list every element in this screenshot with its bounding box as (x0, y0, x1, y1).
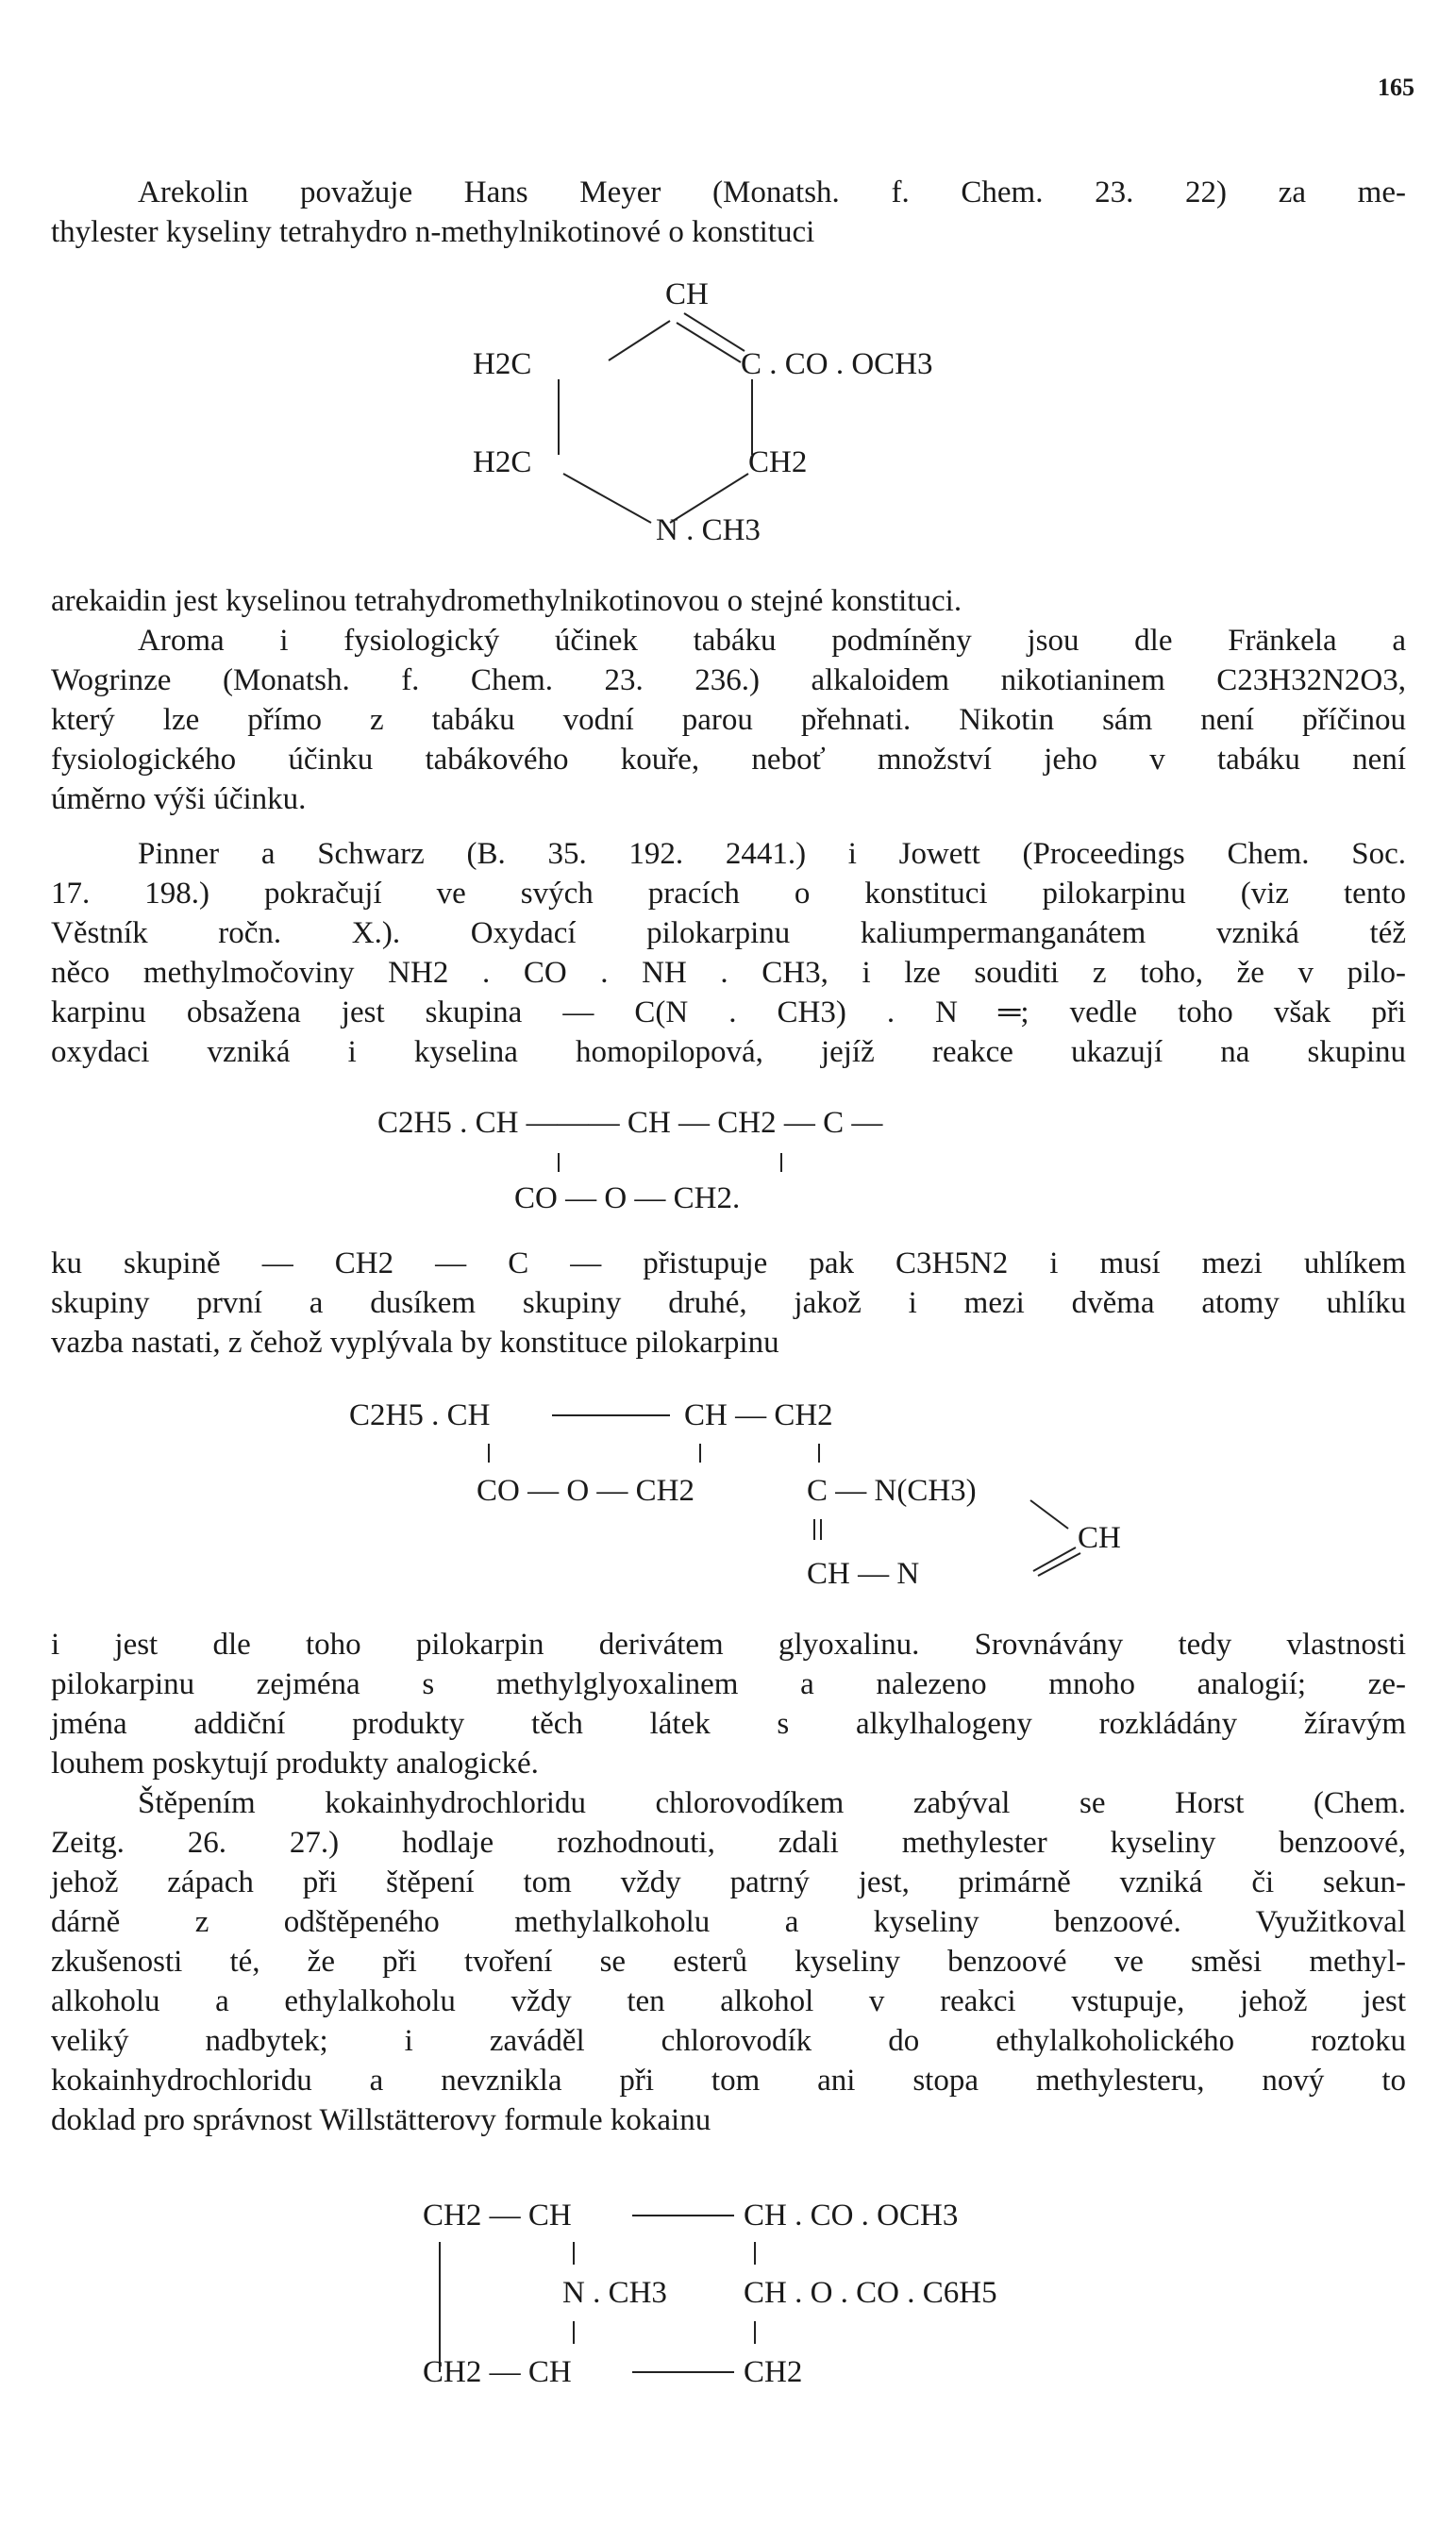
text-line: Aroma i fysiologický účinek tabáku podmíněny jsou dle Fränkela a (138, 624, 1406, 658)
text-line: vazba nastati, z čehož vyplývala by konstituce pilokarpinu (51, 1326, 779, 1360)
formula-row: CH — N (807, 1557, 920, 1591)
formula-row: CH . O . CO . C6H5 (744, 2276, 997, 2310)
text-line: dárně z odštěpeného methylalkoholu a kyseliny benzoové. Využitkoval (51, 1905, 1406, 1939)
text-line: Pinner a Schwarz (B. 35. 192. 2441.) i Jowett (Proceedings Chem. Soc. (138, 837, 1406, 871)
atom-c-ester: C . CO . OCH3 (741, 347, 933, 381)
paragraph-arecoline-intro (51, 173, 1406, 252)
text-line: thylester kyseliny tetrahydro n-methylnikotinové o konstituci (51, 215, 815, 249)
paragraph-group (51, 1244, 1406, 1363)
text-line: oxydaci vzniká i kyselina homopilopová, jejíž reakce ukazují na skupinu (51, 1035, 1406, 1069)
bond-line (609, 321, 670, 360)
text-line: ku skupině — CH2 — C — přistupuje pak C3H5N2 i musí mezi uhlíkem (51, 1246, 1406, 1280)
text-line: 17. 198.) pokračují ve svých pracích o konstituci pilokarpinu (viz tento (51, 877, 1406, 911)
text-line: louhem poskytují produkty analogické. (51, 1747, 539, 1781)
text-line: jehož zápach při štěpení tom vždy patrný jest, primárně vzniká či sekun- (51, 1865, 1406, 1899)
formula-row: C2H5 . CH ——— CH — CH2 — C — (377, 1106, 883, 1140)
text-line: arekaidin jest kyselinou tetrahydromethylnikotinovou o stejné konstituci. (51, 584, 962, 618)
atom-h2c-lower: H2C (473, 445, 532, 479)
text-line: něco methylmočoviny NH2 . CO . NH . CH3, i lze souditi z toho, že v pilo- (51, 956, 1406, 990)
paragraph-pilocarpine (51, 834, 1406, 1072)
formula-row: CO — O — CH2. (514, 1181, 741, 1215)
text-line: skupiny první a dusíkem skupiny druhé, jakož i mezi dvěma atomy uhlíku (51, 1286, 1406, 1320)
text-line: zkušenosti té, že při tvoření se esterů kyseliny benzoové ve směsi methyl- (51, 1945, 1406, 1979)
text-line: doklad pro správnost Willstätterovy formule kokainu (51, 2103, 711, 2137)
text-line: Zeitg. 26. 27.) hodlaje rozhodnouti, zdali methylester kyseliny benzoové, (51, 1826, 1406, 1860)
text-line: pilokarpinu zejména s methylglyoxalinem a nalezeno mnoho analogií; ze- (51, 1667, 1406, 1701)
bond-line (563, 474, 651, 523)
formula-pilocarpine (349, 1387, 1161, 1614)
text-line: veliký nadbytek; i zaváděl chlorovodík do ethylalkoholického roztoku (51, 2024, 1406, 2058)
formula-row: CH2 — CH (423, 2355, 572, 2389)
paragraph-aroma (51, 581, 1406, 819)
text-line: který lze přímo z tabáku vodní parou přehnati. Nikotin sám není příčinou (51, 703, 1406, 737)
text-line: jména addiční produkty těch látek s alkylhalogeny rozkládány žíravým (51, 1707, 1406, 1741)
formula-row: CH2 — CH (423, 2199, 572, 2233)
text-line: úměrno výši účinku. (51, 782, 307, 816)
text-line: karpinu obsažena jest skupina — C(N . CH3) . N ═; vedle toho však při (51, 995, 1406, 1029)
page-number: 165 (1378, 74, 1414, 101)
text-line: Věstník ročn. X.). Oxydací pilokarpinu kaliumpermanganátem vzniká též (51, 916, 1406, 950)
text-line: Štěpením kokainhydrochloridu chlorovodíkem zabýval se Horst (Chem. (138, 1786, 1406, 1820)
formula-row: CH — CH2 (684, 1398, 833, 1432)
formula-row: C2H5 . CH (349, 1398, 491, 1432)
formula-row: CO — O — CH2 (477, 1474, 695, 1508)
paragraph-glyoxaline (51, 1625, 1406, 1783)
atom-ch2: CH2 (748, 445, 808, 479)
text-line: alkoholu a ethylalkoholu vždy ten alkohol v reakci vstupuje, jehož jest (51, 1984, 1406, 2018)
atom-ch: CH (665, 277, 709, 311)
text-line: Arekolin považuje Hans Meyer (Monatsh. f. Chem. 23. 22) za me- (138, 176, 1406, 209)
bond-line (1030, 1500, 1068, 1529)
text-line: kokainhydrochloridu a nevznikla při tom ani stopa methylesteru, nový to (51, 2064, 1406, 2098)
formula-arecoline (467, 276, 958, 559)
formula-row: CH . CO . OCH3 (744, 2199, 959, 2233)
text-line: Wogrinze (Monatsh. f. Chem. 23. 236.) alkaloidem nikotianinem C23H32N2O3, (51, 663, 1406, 697)
atom-ch: CH (1078, 1521, 1121, 1555)
text-line: i jest dle toho pilokarpin derivátem glyoxalinu. Srovnávány tedy vlastnosti (51, 1628, 1406, 1662)
atom-n-methyl: N . CH3 (656, 513, 761, 547)
text-line: fysiologického účinku tabákového kouře, neboť množství jeho v tabáku není (51, 743, 1406, 777)
formula-row: C — N(CH3) (807, 1474, 977, 1508)
formula-homopilopic (377, 1095, 1095, 1227)
paragraph-cocaine (51, 1783, 1406, 2140)
atom-h2c-upper: H2C (473, 347, 532, 381)
formula-row: CH2 (744, 2355, 803, 2389)
formula-cocaine (423, 2187, 1140, 2433)
formula-row: N . CH3 (562, 2276, 667, 2310)
